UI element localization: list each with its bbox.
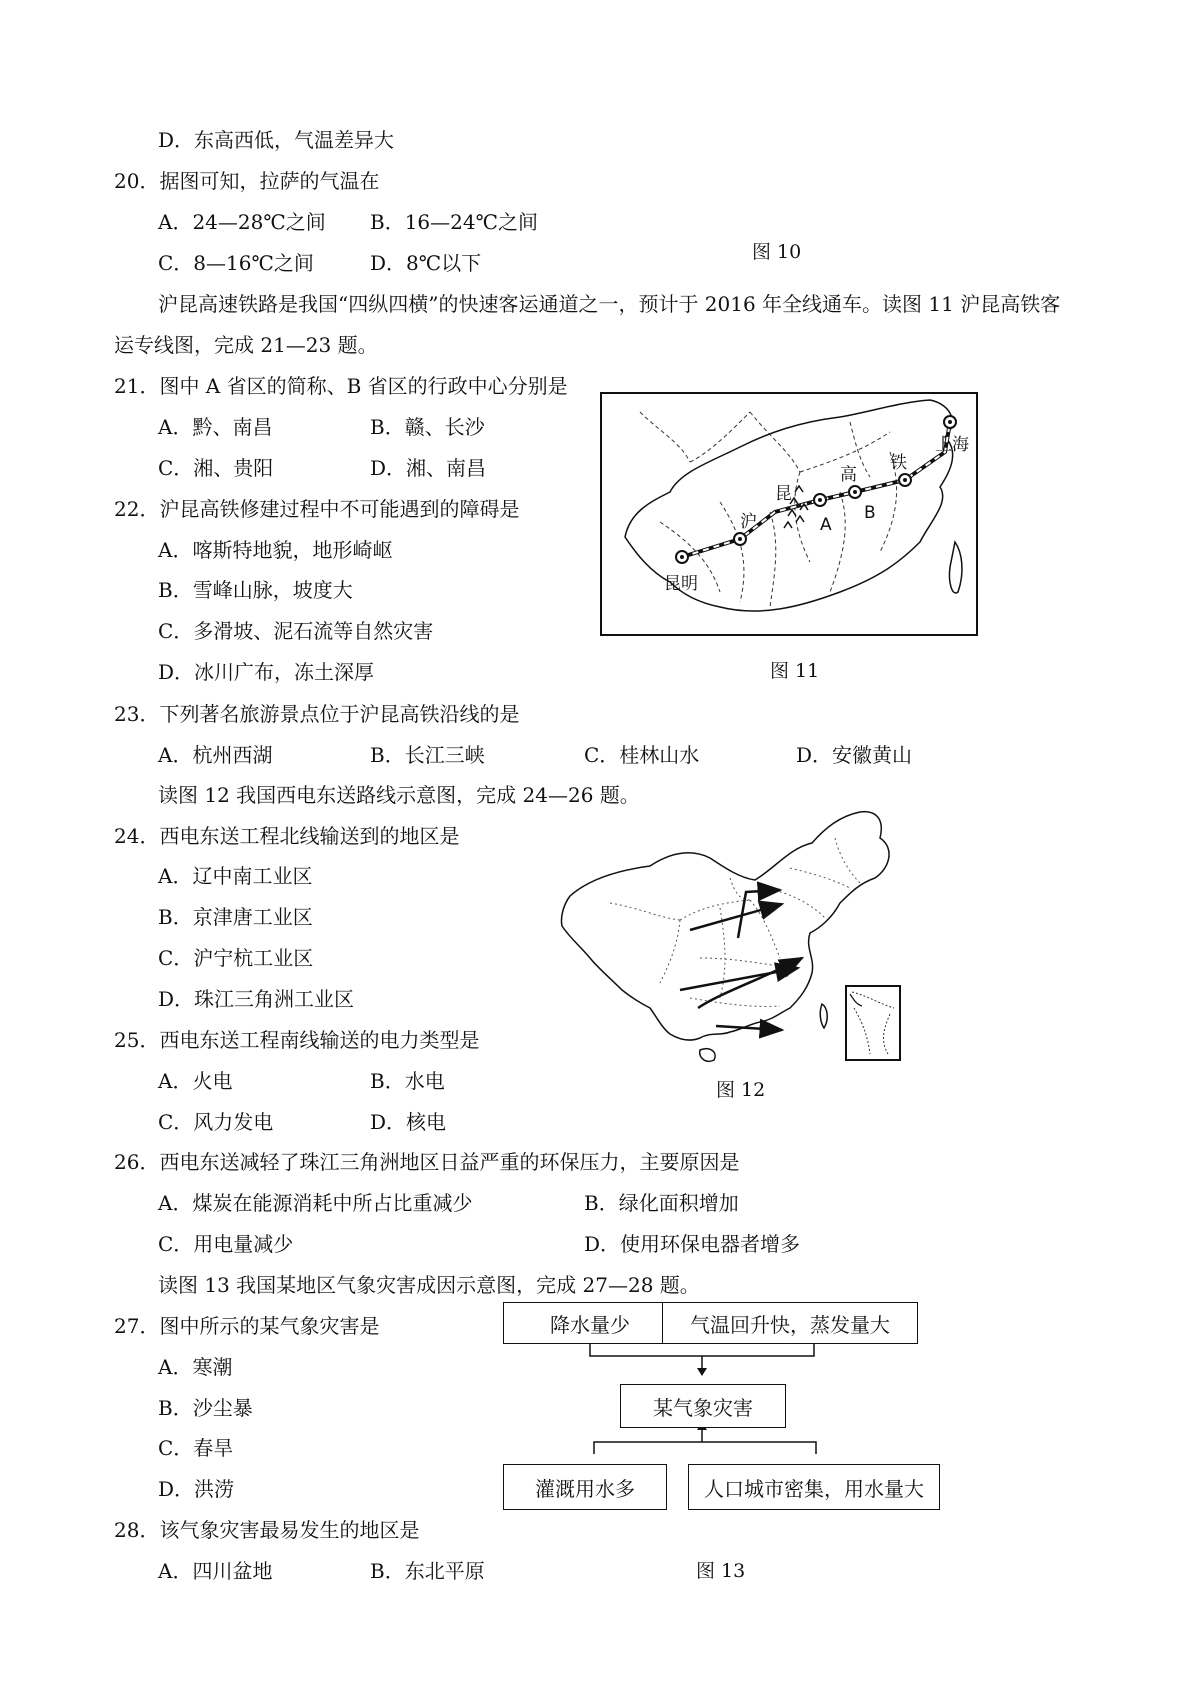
fig11-caption: 图 11	[770, 660, 820, 682]
intro-21-23-line1: 沪昆高速铁路是我国“四纵四横”的快速客运通道之一，预计于 2016 年全线通车。读图 11 沪昆高铁客	[158, 292, 1061, 316]
q27-stem: 27．图中所示的某气象灾害是	[114, 1314, 380, 1338]
fig11-label-b: B	[864, 503, 876, 523]
q22-stem: 22．沪昆高铁修建过程中不可能遇到的障碍是	[114, 497, 520, 521]
fig11-label-gao: 高	[840, 465, 857, 485]
q24-option-b: B．京津唐工业区	[158, 905, 313, 929]
q21-option-b: B．赣、长沙	[370, 415, 485, 439]
q26-stem: 26．西电东送减轻了珠江三角洲地区日益严重的环保压力，主要原因是	[114, 1150, 740, 1174]
q25-option-c: C．风力发电	[158, 1110, 274, 1134]
q20-option-d: D．8℃以下	[370, 251, 482, 275]
q23-option-b: B．长江三峡	[370, 743, 485, 767]
intro-27-28: 读图 13 我国某地区气象灾害成因示意图，完成 27—28 题。	[158, 1273, 700, 1297]
q22-option-a: A．喀斯特地貌，地形崎岖	[158, 538, 393, 562]
q25-stem: 25．西电东送工程南线输送的电力类型是	[114, 1028, 480, 1052]
q19-option-d: D．东高西低，气温差异大	[158, 128, 395, 152]
fig12-caption: 图 12	[716, 1079, 766, 1101]
q21-option-d: D．湘、南昌	[370, 456, 487, 480]
q28-stem: 28．该气象灾害最易发生的地区是	[114, 1518, 420, 1542]
fig11-label-shanghai: 上海	[935, 435, 969, 455]
q26-option-c: C．用电量减少	[158, 1232, 294, 1256]
q28-option-a: A．四川盆地	[158, 1559, 273, 1583]
q28-option-b: B．东北平原	[370, 1559, 485, 1583]
intro-24-26: 读图 12 我国西电东送路线示意图，完成 24—26 题。	[158, 783, 640, 807]
q23-stem: 23．下列著名旅游景点位于沪昆高铁沿线的是	[114, 702, 520, 726]
fig11-label-hu: 沪	[740, 512, 757, 532]
fig12-map	[550, 808, 902, 1068]
fig13-caption: 图 13	[696, 1560, 746, 1582]
fig11-label-a: A	[820, 515, 832, 535]
q23-option-d: D．安徽黄山	[796, 743, 913, 767]
q23-option-a: A．杭州西湖	[158, 743, 273, 767]
q27-option-d: D．洪涝	[158, 1477, 235, 1501]
fig13-box-disaster: 某气象灾害	[620, 1384, 786, 1428]
q26-option-b: B．绿化面积增加	[584, 1191, 739, 1215]
q27-option-a: A．寒潮	[158, 1355, 233, 1379]
q20-option-a: A．24—28℃之间	[158, 210, 326, 234]
q25-option-b: B．水电	[370, 1069, 445, 1093]
fig13-box-irrigation: 灌溉用水多	[503, 1464, 667, 1510]
q27-option-c: C．春旱	[158, 1436, 234, 1460]
fig10-caption: 图 10	[752, 241, 802, 263]
fig11-map	[600, 392, 978, 636]
fig13-box-urban-water-use: 人口城市密集，用水量大	[688, 1464, 940, 1510]
q27-option-b: B．沙尘暴	[158, 1396, 253, 1420]
q25-option-d: D．核电	[370, 1110, 447, 1134]
fig11-label-kunming: 昆明	[664, 574, 698, 594]
q24-stem: 24．西电东送工程北线输送到的地区是	[114, 824, 460, 848]
q22-option-d: D．冰川广布，冻土深厚	[158, 660, 375, 684]
q23-option-c: C．桂林山水	[584, 743, 700, 767]
fig13-box-temperature-evaporation: 气温回升快，蒸发量大	[662, 1302, 918, 1344]
intro-21-23-line2: 运专线图，完成 21—23 题。	[114, 333, 378, 357]
q24-option-a: A．辽中南工业区	[158, 864, 313, 888]
q22-option-b: B．雪峰山脉，坡度大	[158, 578, 353, 602]
q20-option-c: C．8—16℃之间	[158, 251, 314, 275]
fig11-label-kun: 昆	[775, 484, 792, 504]
q21-option-a: A．黔、南昌	[158, 415, 273, 439]
q24-option-c: C．沪宁杭工业区	[158, 946, 314, 970]
q20-option-b: B．16—24℃之间	[370, 210, 538, 234]
q24-option-d: D．珠江三角洲工业区	[158, 987, 355, 1011]
q26-option-d: D．使用环保电器者增多	[584, 1232, 801, 1256]
q25-option-a: A．火电	[158, 1069, 233, 1093]
q26-option-a: A．煤炭在能源消耗中所占比重减少	[158, 1191, 473, 1215]
fig11-label-tie: 铁	[890, 453, 907, 473]
q20-stem: 20．据图可知，拉萨的气温在	[114, 169, 380, 193]
q22-option-c: C．多滑坡、泥石流等自然灾害	[158, 619, 434, 643]
q21-stem: 21．图中 A 省区的简称、B 省区的行政中心分别是	[114, 374, 568, 398]
q21-option-c: C．湘、贵阳	[158, 456, 274, 480]
fig13-box-low-precipitation: 降水量少	[503, 1302, 677, 1344]
